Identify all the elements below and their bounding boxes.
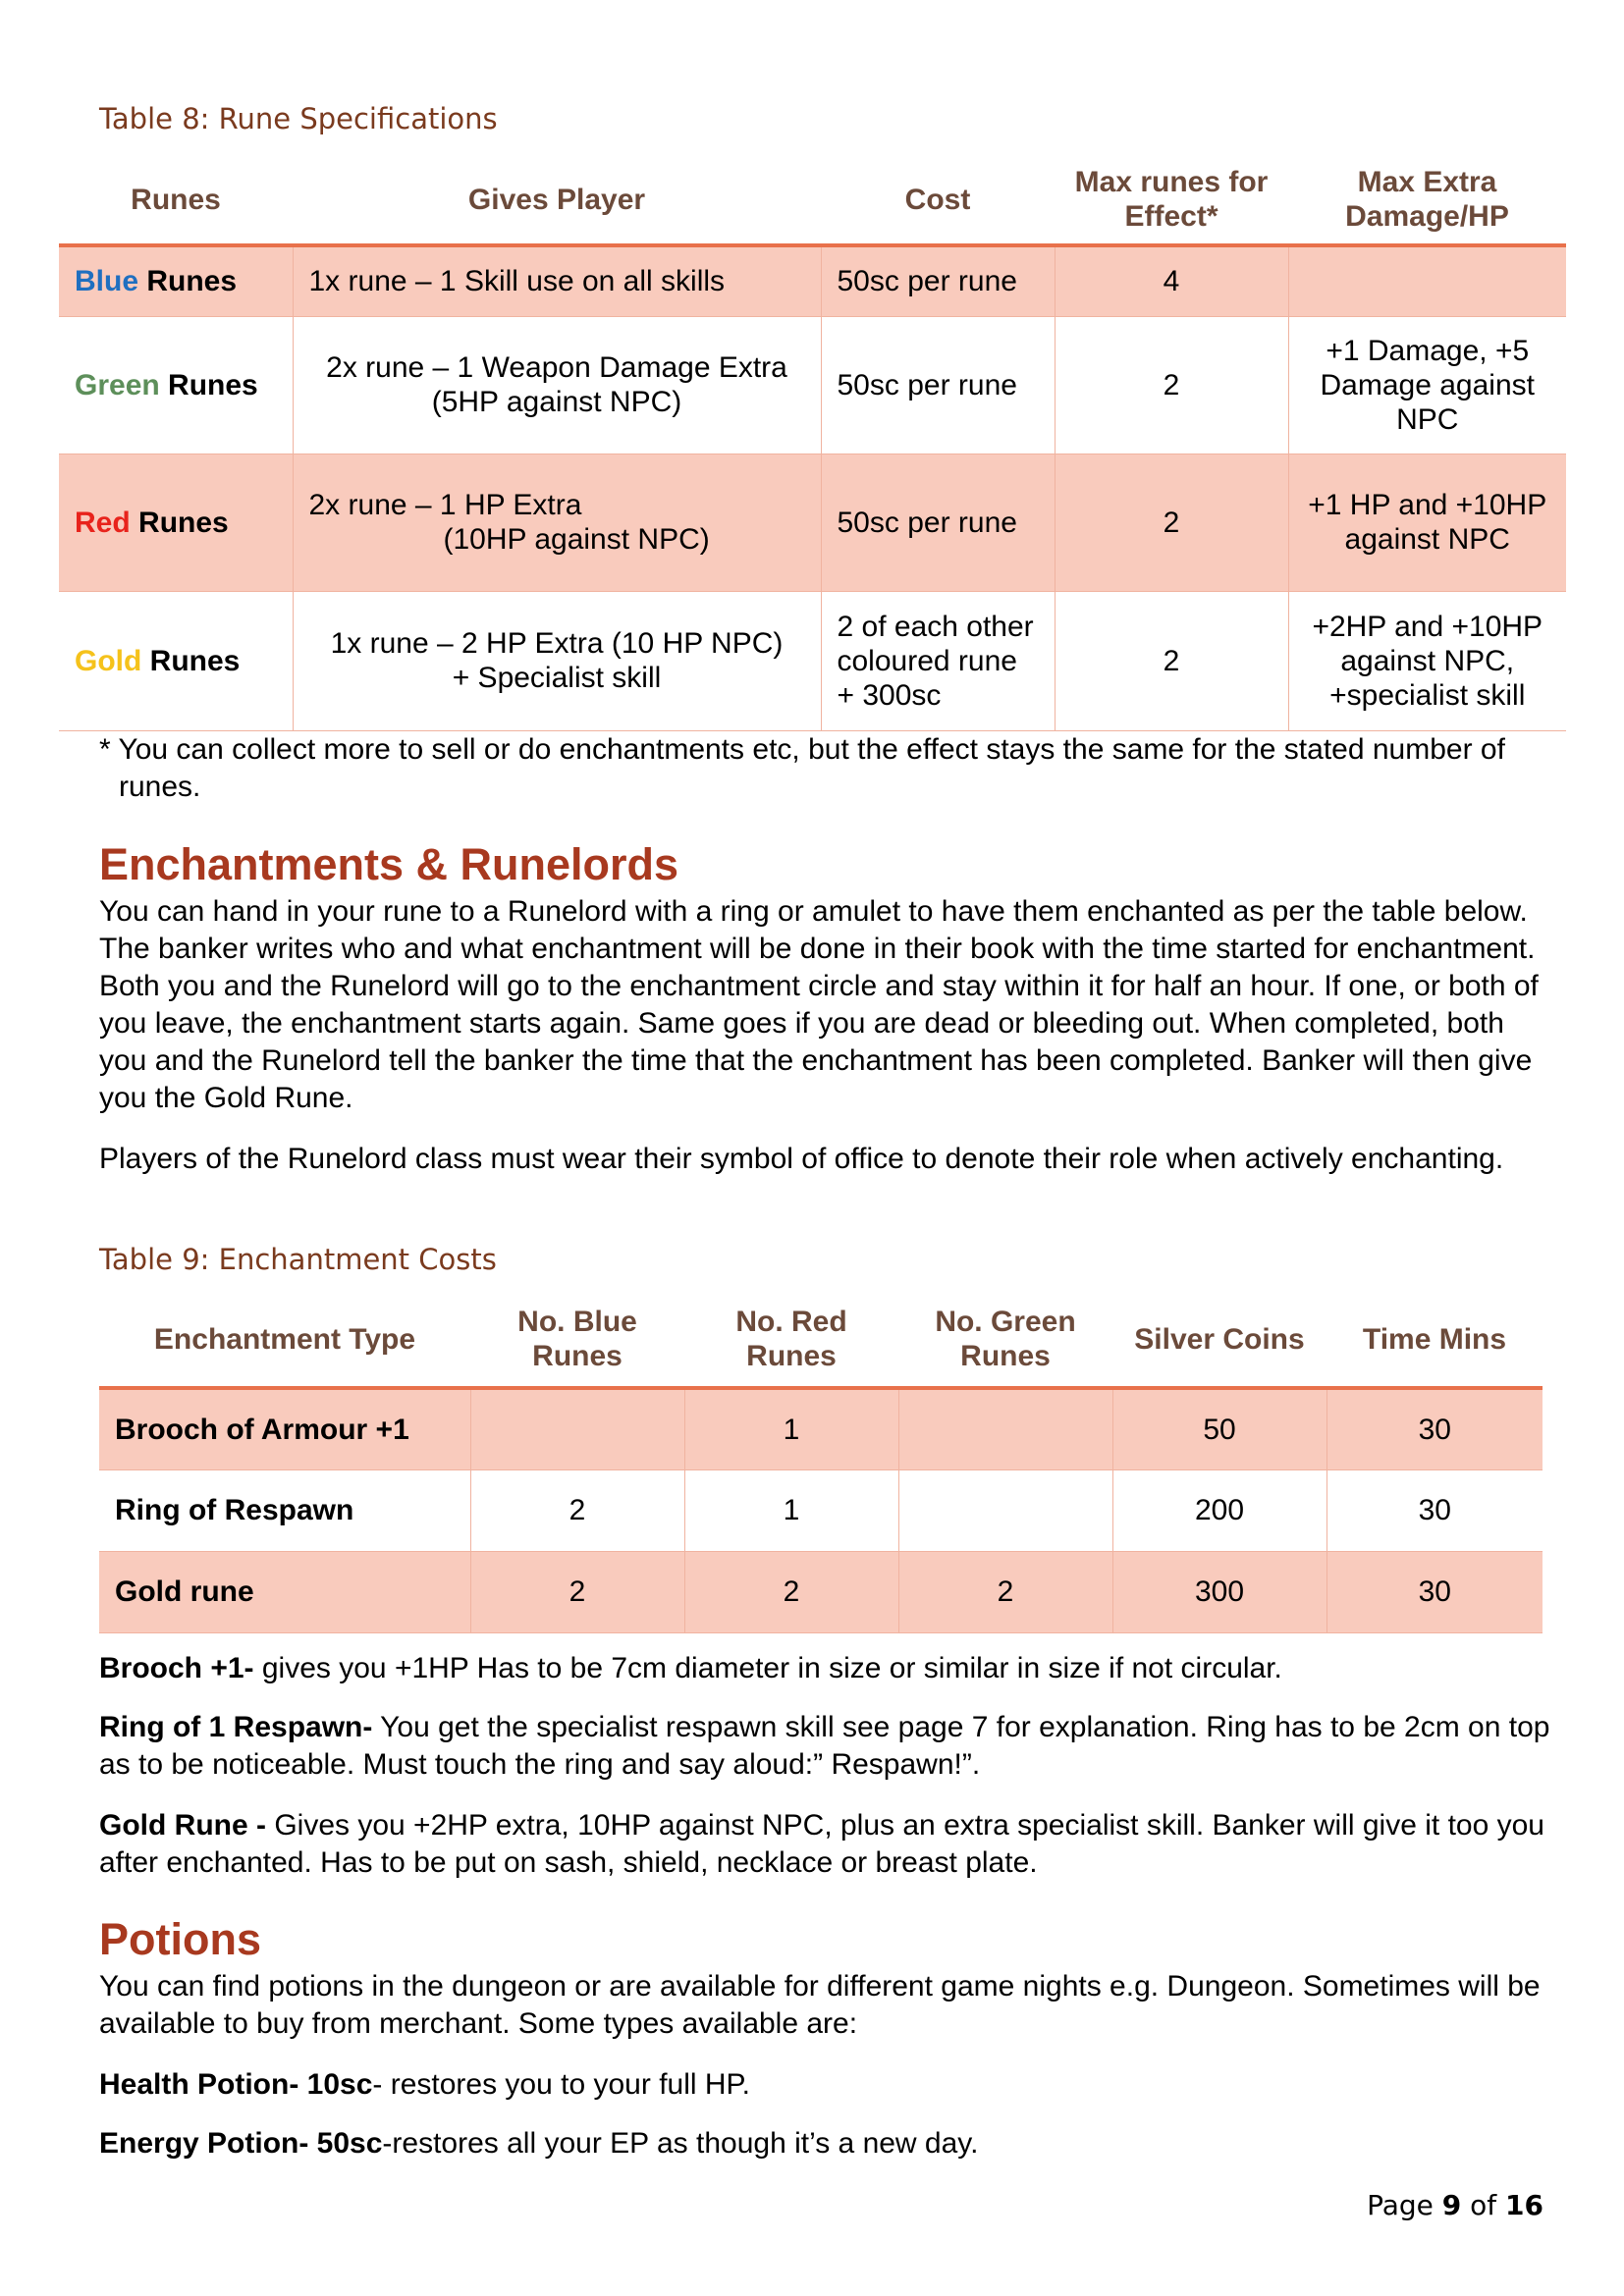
green-runes-cell: 2: [898, 1551, 1112, 1632]
time-mins-cell: 30: [1326, 1388, 1543, 1469]
cost-cell: 50sc per rune: [821, 454, 1055, 591]
header-gives-player: Gives Player: [293, 155, 821, 245]
table8-footnote: * You can collect more to sell or do enchantments etc, but the effect stays the same for the stated number of runes.: [99, 733, 1505, 803]
gives-player-cell: 2x rune – 1 HP Extra (10HP against NPC): [293, 454, 821, 591]
header-silver-coins: Silver Coins: [1112, 1292, 1326, 1388]
table-row: [59, 591, 1566, 730]
enchantments-heading: Enchantments & Runelords: [99, 839, 679, 889]
red-runes-cell: 1: [684, 1388, 898, 1469]
max-extra-cell: +2HP and +10HP against NPC, +specialist skill: [1288, 591, 1566, 730]
max-extra-cell: +1 HP and +10HP against NPC: [1288, 454, 1566, 591]
table-row: [99, 1551, 1543, 1632]
potions-paragraph: You can find potions in the dungeon or are available for different game nights e.g. Dungeon. Sometimes will be available to buy from merchant. Some types available are:: [99, 1970, 1541, 2040]
table-row: [59, 454, 1566, 591]
blue-runes-cell: [470, 1388, 684, 1469]
header-runes: Runes: [59, 155, 293, 245]
rune-name: Green Runes: [59, 316, 293, 454]
rune-name: Gold Runes: [59, 591, 293, 730]
table-row: [59, 245, 1566, 316]
header-green-runes: No. Green Runes: [898, 1292, 1112, 1388]
header-max-extra: Max Extra Damage/HP: [1288, 155, 1566, 245]
time-mins-cell: 30: [1326, 1469, 1543, 1551]
red-runes-cell: 1: [684, 1469, 898, 1551]
table8-caption: Table 8: Rune Specifications: [99, 102, 498, 135]
max-runes-cell: 2: [1055, 591, 1288, 730]
red-runes-cell: 2: [684, 1551, 898, 1632]
rune-name: Red Runes: [59, 454, 293, 591]
max-runes-cell: 2: [1055, 454, 1288, 591]
rune-name: Blue Runes: [59, 245, 293, 316]
cost-cell: 2 of each other coloured rune + 300sc: [821, 591, 1055, 730]
cost-cell: 50sc per rune: [821, 316, 1055, 454]
header-blue-runes: No. Blue Runes: [470, 1292, 684, 1388]
page-number: Page 9 of 16: [1367, 2189, 1543, 2221]
cost-cell: 50sc per rune: [821, 245, 1055, 316]
max-runes-cell: 2: [1055, 316, 1288, 454]
table-row: [59, 316, 1566, 454]
header-cost: Cost: [821, 155, 1055, 245]
runelord-paragraph: Players of the Runelord class must wear their symbol of office to denote their role when actively enchanting.: [99, 1143, 1504, 1175]
silver-coins-cell: 50: [1112, 1388, 1326, 1469]
enchantment-type-cell: Brooch of Armour +1: [99, 1388, 470, 1469]
time-mins-cell: 30: [1326, 1551, 1543, 1632]
blue-runes-cell: 2: [470, 1469, 684, 1551]
gives-player-cell: 1x rune – 1 Skill use on all skills: [293, 245, 821, 316]
health-potion-item: Health Potion- 10sc- restores you to your full HP.: [99, 2068, 751, 2101]
gold-rune-note: Gold Rune - Gives you +2HP extra, 10HP against NPC, plus an extra specialist skill. Banker will give it too you after enchanted. Has to be put on sash, shield, necklace or breast plate.: [99, 1809, 1544, 1879]
enchantments-paragraph: You can hand in your rune to a Runelord with a ring or amulet to have them enchanted as per the table below. The banker writes who and what enchantment will be done in their book with the time started for enchantment. Both you and the Runelord will go to the enchantment circle and stay within it for half an hour. If one, or both of you leave, the enchantment starts again. Same goes if you are dead or bleeding out. When completed, both you and the Runelord tell the banker the time that the enchantment has been completed. Banker will then give you the Gold Rune.: [99, 895, 1539, 1114]
blue-runes-cell: 2: [470, 1551, 684, 1632]
header-time-mins: Time Mins: [1326, 1292, 1543, 1388]
enchantment-type-cell: Ring of Respawn: [99, 1469, 470, 1551]
max-extra-cell: [1288, 245, 1566, 316]
potions-heading: Potions: [99, 1914, 261, 1964]
enchantment-type-cell: Gold rune: [99, 1551, 470, 1632]
table-row: [99, 1469, 1543, 1551]
max-runes-cell: 4: [1055, 245, 1288, 316]
table-row: [99, 1388, 1543, 1469]
table9-caption: Table 9: Enchantment Costs: [99, 1243, 497, 1276]
silver-coins-cell: 300: [1112, 1551, 1326, 1632]
brooch-note: Brooch +1- gives you +1HP Has to be 7cm diameter in size or similar in size if not circular.: [99, 1652, 1282, 1684]
silver-coins-cell: 200: [1112, 1469, 1326, 1551]
ring-note: Ring of 1 Respawn- You get the specialist respawn skill see page 7 for explanation. Ring has to be 2cm on top as to be noticeable. Must touch the ring and say aloud:” Respawn!”.: [99, 1711, 1550, 1781]
green-runes-cell: [898, 1469, 1112, 1551]
energy-potion-item: Energy Potion- 50sc-restores all your EP as though it’s a new day.: [99, 2127, 979, 2160]
gives-player-cell: 1x rune – 2 HP Extra (10 HP NPC) + Specialist skill: [293, 591, 821, 730]
enchantment-costs-table: [99, 1292, 1543, 1633]
header-red-runes: No. Red Runes: [684, 1292, 898, 1388]
rune-spec-table: [59, 155, 1566, 731]
header-enchantment-type: Enchantment Type: [99, 1292, 470, 1388]
max-extra-cell: +1 Damage, +5 Damage against NPC: [1288, 316, 1566, 454]
gives-player-cell: 2x rune – 1 Weapon Damage Extra (5HP against NPC): [293, 316, 821, 454]
green-runes-cell: [898, 1388, 1112, 1469]
header-max-runes: Max runes for Effect*: [1055, 155, 1288, 245]
